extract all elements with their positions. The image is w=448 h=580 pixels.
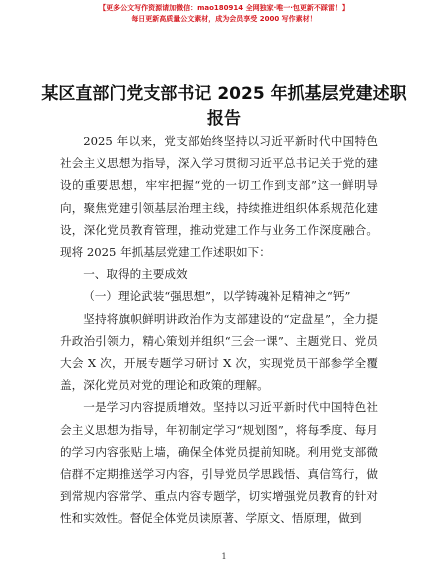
title-line-2: 报告: [207, 109, 241, 129]
subsection-heading: （一）理论武装“强思想”，以学铸魂补足精神之“钙”: [83, 289, 351, 304]
promo-banner: [0, 3, 448, 25]
section-heading: 一、取得的主要成效: [83, 267, 188, 282]
title-line-1: 某区直部门党支部书记 2025 年抓基层党建述职: [41, 84, 407, 104]
document-title: [0, 82, 448, 132]
promo-line-1: 【更多公文写作资源请加微信：mao180914 全网独家·唯一·包更新不踩雷！】: [99, 4, 349, 12]
page-number: 1: [221, 552, 227, 561]
document-body: [60, 130, 378, 530]
promo-line-2: 每日更新高质量公文素材，成为会员享受 2000 写作素材！: [131, 15, 317, 23]
body-paragraph: 一是学习内容提质增效。坚持以习近平新时代中国特色社会主义思想为指导，年初制定学习“规划图”，将每季度、每月的学习内容张贴上墙，确保全体党员提前知晓。利用党支部微信群不定期推送学习内容，引导党员学思践悟、真信笃行，做到常规内容常学、重点内容专题学，切实增强党员教育的针对性和实效性。督促全体党员读原著、学原文、悟原理，做到: [60, 400, 378, 526]
body-paragraph: 坚持将旗帜鲜明讲政治作为支部建设的“定盘星”，全力提升政治引领力，精心策划并组织“三会一课”、主题党日、党员大会 X 次，开展专题学习研讨 X 次，实现党员干部参学全覆盖，深化党员对党的理论和政策的理解。: [60, 311, 378, 393]
intro-paragraph: 2025 年以来，党支部始终坚持以习近平新时代中国特色社会主义思想为指导，深入学习贯彻习近平总书记关于党的建设的重要思想，牢牢把握“党的一切工作到支部”这一鲜明导向，聚焦党建引领基层治理主线，持续推进组织体系规范化建设，深化党员教育管理，推动党建工作与业务工作深度融合。现将 2025 年抓基层党建工作述职如下：: [60, 134, 378, 260]
